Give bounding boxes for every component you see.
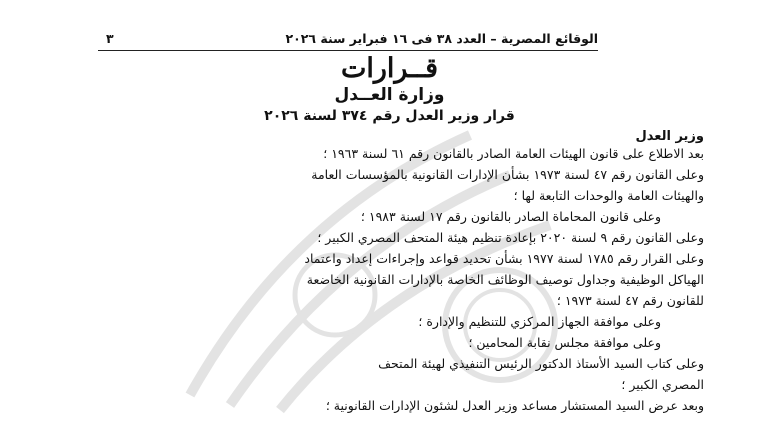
body-line: وعلى القانون رقم ٩ لسنة ٢٠٢٠ بإعادة تنظيم هيئة المتحف المصري الكبير ؛ bbox=[317, 230, 704, 245]
page-number: ٣ bbox=[106, 31, 114, 46]
body-line: وعلى القانون رقم ٤٧ لسنة ١٩٧٣ بشأن الإدارات القانونية بالمؤسسات العامة bbox=[311, 167, 704, 182]
page-header bbox=[98, 30, 598, 48]
body-line: والهيئات العامة والوحدات التابعة لها ؛ bbox=[513, 188, 704, 203]
body-line: وعلى القرار رقم ١٧٨٥ لسنة ١٩٧٧ بشأن تحديد قواعد وإجراءات إعداد واعتماد bbox=[304, 251, 704, 266]
body-line: للقانون رقم ٤٧ لسنة ١٩٧٣ ؛ bbox=[556, 293, 704, 308]
header-divider bbox=[98, 50, 598, 51]
body-line: وعلى كتاب السيد الأستاذ الدكتور الرئيس التنفيذي لهيئة المتحف bbox=[378, 356, 704, 371]
body-line: وبعد عرض السيد المستشار مساعد وزير العدل لشئون الإدارات القانونية ؛ bbox=[325, 398, 704, 413]
body-line: وعلى موافقة الجهاز المركزي للتنظيم والإدارة ؛ bbox=[418, 314, 661, 329]
body-line: بعد الاطلاع على قانون الهيئات العامة الصادر بالقانون رقم ٦١ لسنة ١٩٦٣ ؛ bbox=[323, 146, 704, 161]
ministry-name: وزارة العــدل bbox=[334, 85, 445, 105]
body-line: وعلى موافقة مجلس نقابة المحامين ؛ bbox=[468, 335, 661, 350]
body-line: المصري الكبير ؛ bbox=[621, 377, 704, 392]
decree-title: قرار وزير العدل رقم ٣٧٤ لسنة ٢٠٢٦ bbox=[264, 108, 515, 124]
section-title: قــرارات bbox=[340, 53, 439, 84]
minister-heading: وزير العدل bbox=[635, 129, 704, 144]
gazette-header-text: الوقائع المصرية – العدد ٣٨ فى ١٦ فبراير سنة ٢٠٢٦ bbox=[285, 31, 598, 46]
body-line: وعلى قانون المحاماة الصادر بالقانون رقم ١٧ لسنة ١٩٨٣ ؛ bbox=[360, 209, 661, 224]
body-line: الهياكل الوظيفية وجداول توصيف الوظائف الخاصة بالإدارات القانونية الخاضعة bbox=[306, 272, 704, 287]
